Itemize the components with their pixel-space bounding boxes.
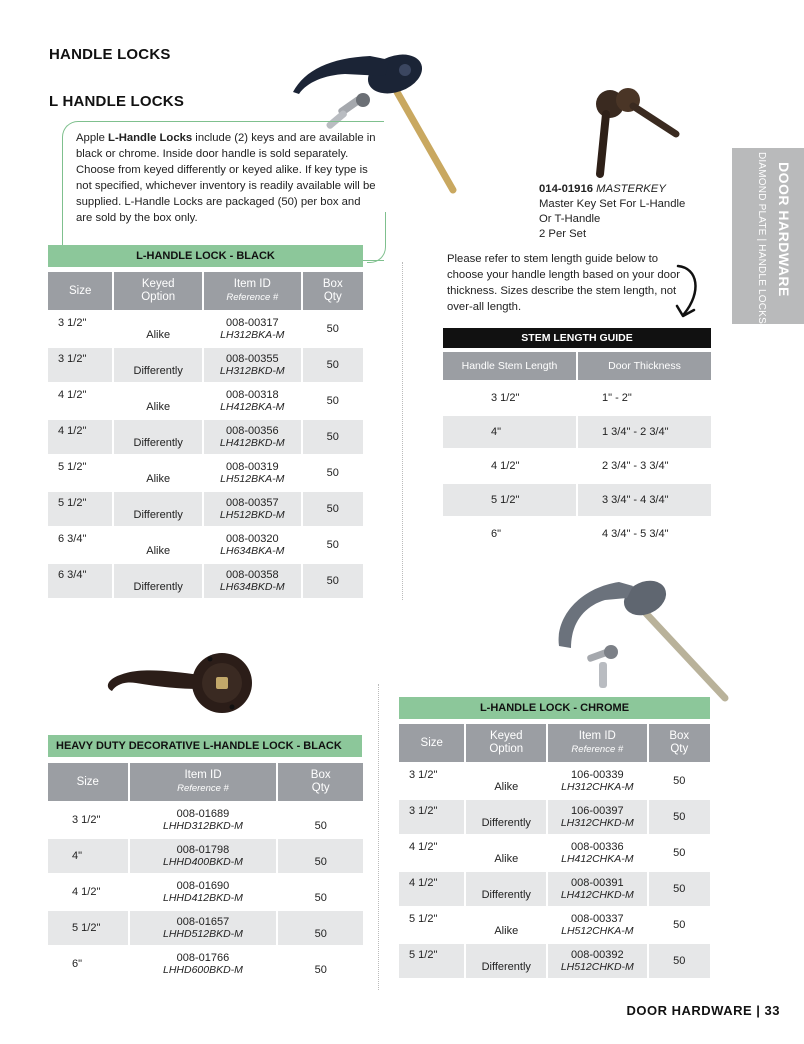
cell-size (48, 803, 128, 837)
cell-box-qty: 50 (673, 847, 686, 859)
table-row (48, 839, 363, 873)
cell-item-id (204, 312, 301, 346)
item-id: 008-01798 (176, 844, 230, 856)
item-id: 008-01657 (176, 916, 230, 928)
table-row (48, 348, 363, 382)
table-row (443, 518, 711, 550)
cell-size (48, 528, 112, 562)
cell-keyed-option (114, 312, 202, 346)
cell-door-thickness: 1" - 2" (602, 392, 632, 404)
cell-size (48, 911, 128, 945)
item-id: 008-00319 (225, 461, 279, 473)
item-id: 008-00392 (571, 949, 624, 961)
col-item-id: Item ID Reference # (548, 724, 647, 762)
cell-keyed-option (114, 492, 202, 526)
col-box-qty: Box Qty (303, 272, 363, 310)
table-row (399, 872, 710, 906)
cell-keyed-option (466, 800, 546, 834)
cell-item-id (204, 348, 301, 382)
item-id: 008-00355 (225, 353, 279, 365)
heavy-duty-table (46, 761, 365, 983)
table-row (443, 450, 711, 482)
col-size: Size (399, 724, 464, 762)
cell-size (48, 456, 112, 490)
side-tab-title: DOOR HARDWARE (776, 162, 792, 297)
size-text: 3 1/2" (409, 769, 438, 781)
cell-item-id (548, 944, 647, 978)
table-row (443, 382, 711, 414)
masterkey-caption: 014-01916 MASTERKEY Master Key Set For L-Handle Or T-Handle 2 Per Set (539, 183, 686, 240)
item-reference: LHHD512BKD-M (162, 928, 243, 940)
table-row (48, 564, 363, 598)
qty-text: 50 (314, 892, 327, 904)
cell-size (48, 312, 112, 346)
black-lock-table (46, 270, 365, 600)
item-reference: LH512CHKD-M (560, 961, 634, 973)
cell-item-id (130, 875, 277, 909)
item-reference: LH412CHKA-M (561, 853, 634, 865)
cell-keyed-option (466, 908, 546, 942)
cell-box-qty (278, 911, 363, 945)
size-text: 6 3/4" (58, 533, 87, 545)
col-item-id: Item ID Reference # (204, 272, 301, 310)
size-text: 5 1/2" (58, 497, 87, 509)
size-text: 3 1/2" (409, 805, 438, 817)
cell-item-id (130, 947, 277, 981)
table-row (399, 800, 710, 834)
item-reference: LH634BKA-M (220, 545, 285, 557)
cell-box-qty (278, 803, 363, 837)
size-text: 3 1/2" (58, 317, 87, 329)
table-row (48, 947, 363, 981)
item-reference: LH312CHKA-M (561, 781, 634, 793)
size-text: 4 1/2" (58, 425, 87, 437)
cell-keyed-option (114, 528, 202, 562)
size-text: 5 1/2" (72, 922, 101, 934)
table-row (399, 944, 710, 978)
cell-box-qty: 50 (326, 395, 339, 407)
item-id: 008-00391 (571, 877, 624, 889)
cell-keyed-option (466, 944, 546, 978)
cell-item-id (548, 908, 647, 942)
cell-item-id (548, 872, 647, 906)
cell-size (399, 800, 464, 834)
cell-box-qty: 50 (303, 492, 363, 526)
item-reference: LH412BKD-M (219, 437, 285, 449)
size-text: 5 1/2" (58, 461, 87, 473)
chrome-lock-table (397, 722, 712, 980)
cell-item-id (204, 528, 301, 562)
cell-item-id (130, 839, 277, 873)
black-table-title: L-HANDLE LOCK - BLACK (48, 245, 363, 267)
option-text: Differently (133, 581, 183, 593)
cell-box-qty: 50 (326, 467, 339, 479)
cell-stem-length: 5 1/2" (443, 484, 576, 516)
cell-keyed-option (114, 384, 202, 418)
item-reference: LH312BKA-M (220, 329, 285, 341)
item-id: 008-01690 (176, 880, 230, 892)
cell-keyed-option (114, 420, 202, 454)
cell-item-id (204, 492, 301, 526)
cell-stem-length: 6" (491, 528, 502, 540)
cell-box-qty: 50 (649, 944, 710, 978)
table-row (48, 528, 363, 562)
cell-item-id (204, 564, 301, 598)
col-box-qty: Box Qty (278, 763, 363, 801)
col-keyed-option: Keyed Option (466, 724, 546, 762)
table-row (48, 875, 363, 909)
cell-item-id (548, 764, 647, 798)
cell-size (399, 872, 464, 906)
item-reference: LH634BKD-M (219, 581, 285, 593)
item-id: 008-00320 (225, 533, 279, 545)
cell-size (48, 420, 112, 454)
item-reference: LH512BKA-M (220, 473, 285, 485)
side-tab-subtitle: DIAMOND PLATE | HANDLE LOCKS (756, 152, 767, 324)
size-text: 5 1/2" (409, 913, 438, 925)
keys-icon (586, 645, 618, 688)
heading-l-handle-locks: L HANDLE LOCKS (49, 93, 185, 110)
stem-length-note: Please refer to stem length guide below to choose your handle length based on your door thickness. Sizes describe the stem length, not over-all length. (447, 253, 681, 313)
size-text: 3 1/2" (58, 353, 87, 365)
col-door-thickness: Door Thickness (578, 352, 711, 380)
cell-box-qty: 50 (649, 872, 710, 906)
cell-size (48, 875, 128, 909)
cell-door-thickness: 3 3/4" - 4 3/4" (578, 484, 711, 516)
cell-size (48, 492, 112, 526)
cell-size (399, 944, 464, 978)
table-row (48, 492, 363, 526)
item-id: 008-00357 (225, 497, 279, 509)
item-id: 008-01689 (176, 808, 230, 820)
option-text: Alike (146, 545, 171, 557)
cell-keyed-option (114, 456, 202, 490)
qty-text: 50 (314, 820, 327, 832)
cell-box-qty: 50 (326, 323, 339, 335)
option-text: Differently (133, 509, 183, 521)
col-handle-stem-length: Handle Stem Length (443, 352, 576, 380)
item-reference: LH412CHKD-M (560, 889, 634, 901)
item-reference: LH512BKD-M (219, 509, 285, 521)
col-box-qty: Box Qty (649, 724, 710, 762)
cell-box-qty: 50 (303, 564, 363, 598)
cell-door-thickness: 2 3/4" - 3 3/4" (602, 460, 669, 472)
heavy-duty-lever-image (100, 645, 260, 725)
cell-item-id (548, 800, 647, 834)
item-id: 008-00337 (571, 913, 624, 925)
table-row (399, 764, 710, 798)
cell-size (48, 839, 128, 873)
option-text: Alike (494, 781, 519, 793)
option-text: Differently (481, 889, 531, 901)
heading-handle-locks: HANDLE LOCKS (49, 46, 171, 63)
cell-size (48, 384, 112, 418)
item-reference: LHHD312BKD-M (162, 820, 243, 832)
column-divider (378, 684, 379, 990)
option-text: Differently (133, 365, 183, 377)
item-reference: LH312BKD-M (219, 365, 285, 377)
option-text: Differently (133, 437, 183, 449)
size-text: 4 1/2" (409, 877, 438, 889)
item-reference: LHHD400BKD-M (162, 856, 243, 868)
cell-keyed-option (466, 836, 546, 870)
size-text: 5 1/2" (409, 949, 438, 961)
table-row (443, 484, 711, 516)
curved-arrow-icon (672, 262, 704, 322)
qty-text: 50 (314, 856, 327, 868)
cell-item-id (130, 911, 277, 945)
option-text: Differently (481, 961, 531, 973)
cell-door-thickness: 4 3/4" - 5 3/4" (602, 528, 669, 540)
item-reference: LHHD600BKD-M (162, 964, 243, 976)
cell-item-id (204, 384, 301, 418)
chrome-l-handle-lock-image (545, 568, 735, 708)
table-row (48, 420, 363, 454)
cell-size (48, 947, 128, 981)
cell-box-qty: 50 (673, 919, 686, 931)
cell-size (399, 764, 464, 798)
column-divider (402, 262, 403, 600)
cell-box-qty (278, 839, 363, 873)
cell-size (48, 348, 112, 382)
option-text: Alike (494, 925, 519, 937)
table-row (48, 384, 363, 418)
table-row (399, 836, 710, 870)
cell-item-id (204, 420, 301, 454)
qty-text: 50 (314, 928, 327, 940)
intro-paragraph: Apple L-Handle Locks include (2) keys and are available in black or chrome. Inside door handle is sold separately. Choose from keyed differently or keyed alike. If key type is not specified, whichever inventory is readily available will be supplied. L-Handle Locks are packaged (50) per box and are sold by the box only. (76, 132, 376, 224)
cell-box-qty: 50 (303, 420, 363, 454)
cell-box-qty: 50 (673, 775, 686, 787)
item-id: 008-01766 (176, 952, 230, 964)
table-row (48, 911, 363, 945)
item-reference: LHHD412BKD-M (162, 892, 243, 904)
item-reference: LH312CHKD-M (560, 817, 634, 829)
col-item-id: Item ID Reference # (130, 763, 277, 801)
cell-item-id (130, 803, 277, 837)
cell-box-qty: 50 (326, 539, 339, 551)
cell-size (399, 908, 464, 942)
option-text: Alike (146, 401, 171, 413)
table-row (399, 908, 710, 942)
cell-box-qty (278, 947, 363, 981)
size-text: 6 3/4" (58, 569, 87, 581)
cell-stem-length: 4" (443, 416, 576, 448)
item-reference: LH412BKA-M (220, 401, 285, 413)
size-text: 6" (72, 958, 83, 970)
item-id: 106-00339 (571, 769, 624, 781)
heavy-table-title: HEAVY DUTY DECORATIVE L-HANDLE LOCK - BLACK (48, 735, 362, 757)
option-text: Alike (146, 473, 171, 485)
option-text: Alike (494, 853, 519, 865)
cell-size (399, 836, 464, 870)
size-text: 3 1/2" (72, 814, 101, 826)
item-id: 106-00397 (571, 805, 624, 817)
stem-guide-title: STEM LENGTH GUIDE (443, 328, 711, 348)
stem-guide-table (441, 350, 713, 552)
cell-door-thickness: 1 3/4" - 2 3/4" (578, 416, 711, 448)
section-side-tab (732, 148, 804, 324)
option-text: Differently (481, 817, 531, 829)
page-footer: DOOR HARDWARE | 33 (626, 1003, 780, 1018)
size-text: 4 1/2" (409, 841, 438, 853)
cell-item-id (548, 836, 647, 870)
cell-box-qty (278, 875, 363, 909)
table-row (48, 312, 363, 346)
col-keyed-option: Keyed Option (114, 272, 202, 310)
cell-keyed-option (466, 872, 546, 906)
cell-box-qty: 50 (649, 800, 710, 834)
table-row (48, 456, 363, 490)
table-row (443, 416, 711, 448)
masterkey-image (578, 74, 683, 184)
qty-text: 50 (314, 964, 327, 976)
cell-box-qty: 50 (303, 348, 363, 382)
item-id: 008-00318 (225, 389, 279, 401)
cell-stem-length: 4 1/2" (491, 460, 520, 472)
option-text: Alike (146, 329, 171, 341)
cell-stem-length: 3 1/2" (491, 392, 520, 404)
cell-keyed-option (466, 764, 546, 798)
chrome-table-title: L-HANDLE LOCK - CHROME (399, 697, 710, 719)
cell-keyed-option (114, 348, 202, 382)
item-id: 008-00358 (225, 569, 279, 581)
table-row (48, 803, 363, 837)
size-text: 4 1/2" (58, 389, 87, 401)
size-text: 4" (72, 850, 83, 862)
col-size: Size (48, 272, 112, 310)
item-id: 008-00356 (225, 425, 279, 437)
item-id: 008-00336 (571, 841, 624, 853)
cell-keyed-option (114, 564, 202, 598)
cell-size (48, 564, 112, 598)
cell-item-id (204, 456, 301, 490)
item-id: 008-00317 (225, 317, 279, 329)
col-size: Size (48, 763, 128, 801)
item-reference: LH512CHKA-M (561, 925, 634, 937)
size-text: 4 1/2" (72, 886, 101, 898)
